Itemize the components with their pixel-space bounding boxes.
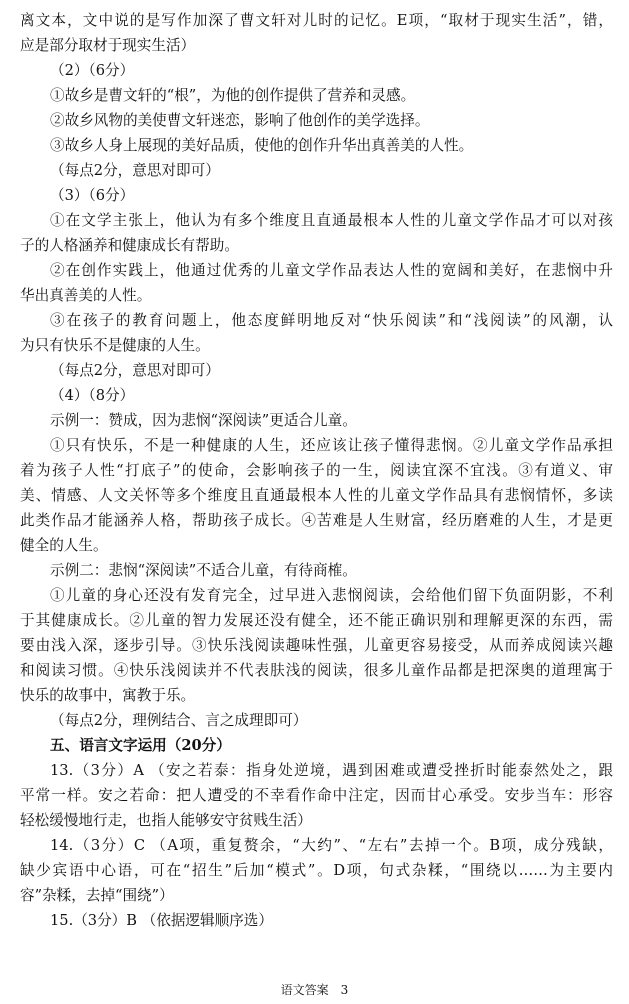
text-line: （每点2分，意思对即可） bbox=[50, 162, 220, 179]
text-line: ①在文学主张上，他认为有多个维度且直通最根本人性的儿童文学作品才可以对孩 bbox=[50, 212, 613, 229]
text-line: 13.（3分）A （安之若泰：指身处逆境，遇到困难或遭受挫折时能泰然处之，跟 bbox=[50, 762, 613, 779]
text-line: 缺少宾语中心语，可在“招生”后加“模式”。D项，句式杂糅，“围绕以……为主要内 bbox=[20, 862, 613, 879]
text-line: 轻松缓慢地行走，也指人能够安守贫贱生活） bbox=[20, 812, 312, 829]
text-line: 14.（3分）C （A项，重复赘余，“大约”、“左右”去掉一个。B项，成分残缺， bbox=[50, 837, 613, 854]
text-line: 健全的人生。 bbox=[20, 537, 108, 554]
text-line: 子的人格涵养和健康成长有帮助。 bbox=[20, 237, 239, 254]
text-line: 离文本，文中说的是写作加深了曹文轩对儿时的记忆。E项，“取材于现实生活”，错， bbox=[20, 12, 613, 29]
text-line: （2）（6分） bbox=[50, 62, 135, 79]
text-line: 华出真善美的人性。 bbox=[20, 287, 152, 304]
text-line: 容”杂糅，去掉“围绕”） bbox=[20, 887, 174, 904]
text-line: 此类作品才能涵养人格，帮助孩子成长。④苦难是人生财富，经历磨难的人生，才是更 bbox=[20, 512, 613, 529]
answer-body bbox=[20, 8, 613, 933]
text-line: 示例二：悲悯“深阅读”不适合儿童，有待商榷。 bbox=[50, 562, 357, 579]
text-line: ③在孩子的教育问题上，他态度鲜明地反对“快乐阅读”和“浅阅读”的风潮，认 bbox=[50, 312, 613, 329]
text-line: 要由浅入深，逐步引导。③快乐浅阅读趣味性强，儿童更容易接受，从而养成阅读兴趣 bbox=[20, 637, 613, 654]
text-line: ①儿童的身心还没有发育完全，过早进入悲悯阅读，会给他们留下负面阴影，不利 bbox=[50, 587, 613, 604]
text-line: 示例一：赞成，因为悲悯“深阅读”更适合儿童。 bbox=[50, 412, 357, 429]
text-line: ①只有快乐，不是一种健康的人生，还应该让孩子懂得悲悯。②儿童文学作品承担 bbox=[50, 437, 613, 454]
text-line: （3）（6分） bbox=[50, 187, 135, 204]
text-line: 和阅读习惯。④快乐浅阅读并不代表肤浅的阅读，很多儿童作品都是把深奥的道理寓于 bbox=[20, 662, 613, 679]
text-line: （4）（8分） bbox=[50, 387, 135, 404]
text-line: （每点2分，理例结合、言之成理即可） bbox=[50, 712, 308, 729]
text-line: 为只有快乐不是健康的人生。 bbox=[20, 337, 210, 354]
text-line: ②故乡风物的美使曹文轩迷恋，影响了他创作的美学选择。 bbox=[50, 112, 430, 129]
text-line: 应是部分取材于现实生活） bbox=[20, 37, 196, 54]
text-line: 平常一样。安之若命：把人遭受的不幸看作命中注定，因而甘心承受。安步当车：形容 bbox=[20, 787, 613, 804]
text-line: ①故乡是曹文轩的“根”，为他的创作提供了营养和灵感。 bbox=[50, 87, 416, 104]
text-line: （每点2分，意思对即可） bbox=[50, 362, 220, 379]
text-line: 着为孩子人性“打底子”的使命，会影响孩子的一生，阅读宜深不宜浅。③有道义、审 bbox=[20, 462, 613, 479]
text-line: 美、情感、人文关怀等多个维度且直通最根本人性的儿童文学作品具有悲悯情怀，多读 bbox=[20, 487, 613, 504]
text-line: ③故乡人身上展现的美好品质，使他的创作升华出真善美的人性。 bbox=[50, 137, 474, 154]
text-line: 于其健康成长。②儿童的智力发展还没有健全，还不能正确识别和理解更深的东西，需 bbox=[20, 612, 613, 629]
page-footer: 语文答案 3 bbox=[280, 983, 349, 997]
text-line: 快乐的故事中，寓教于乐。 bbox=[20, 687, 196, 704]
text-line: ②在创作实践上，他通过优秀的儿童文学作品表达人性的宽阔和美好，在悲悯中升 bbox=[50, 262, 613, 279]
text-line: 15.（3分）B （依据逻辑顺序选） bbox=[50, 912, 273, 929]
section-heading: 五、语言文字运用（20分） bbox=[50, 737, 231, 754]
